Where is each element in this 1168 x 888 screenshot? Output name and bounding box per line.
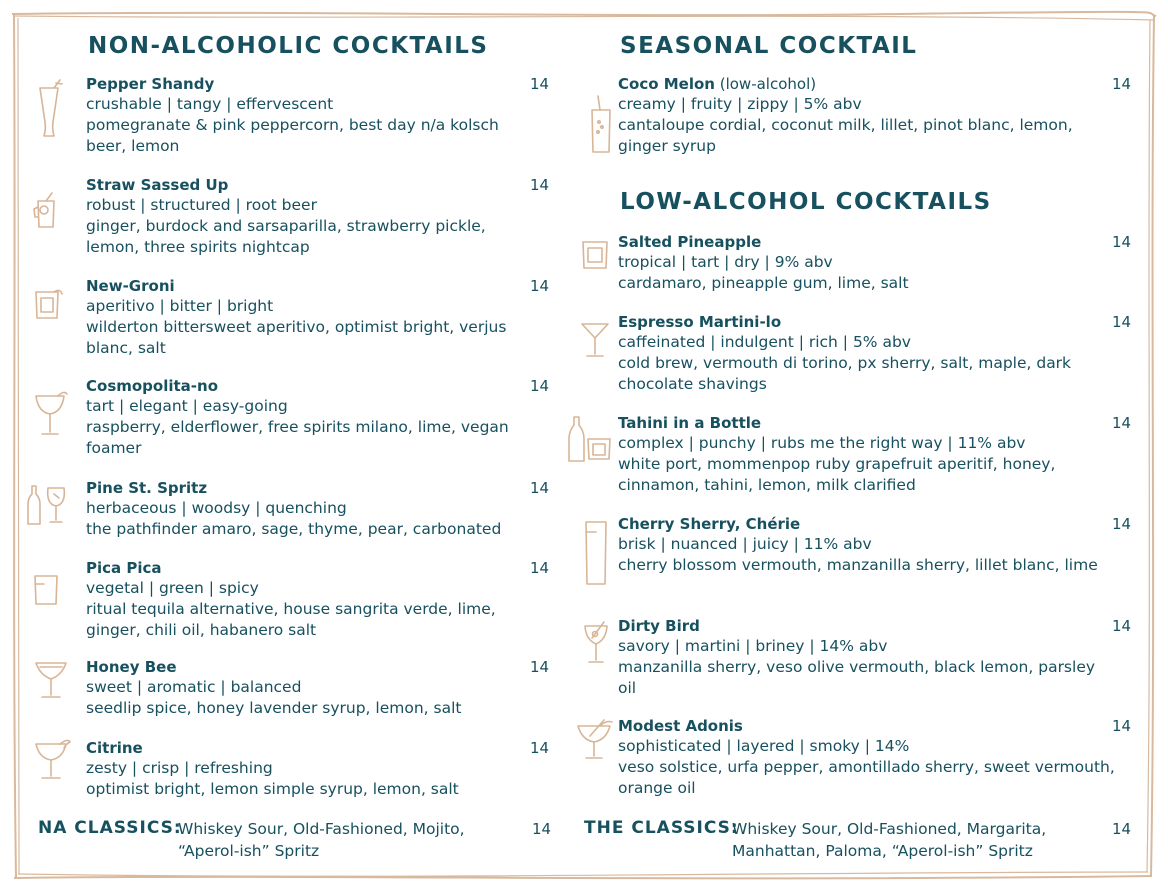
item-name: Tahini in a Bottle: [618, 414, 762, 432]
item-ingredients: ritual tequila alternative, house sangrita verde, lime, ginger, chili oil, habanero salt: [86, 600, 496, 639]
item-name: Espresso Martini-lo: [618, 313, 782, 331]
item-price: 14: [1112, 617, 1132, 635]
item-tags: complex | punchy | rubs me the right way | 11% abv: [618, 434, 1026, 452]
classics-price: 14: [532, 820, 552, 838]
coupe-with-twist-icon: [34, 738, 72, 788]
mug-glass-icon: [32, 191, 60, 235]
item-ingredients: pomegranate & pink peppercorn, best day n/a kolsch beer, lemon: [86, 116, 499, 155]
item-name: Coco Melon (low-alcohol): [618, 75, 817, 93]
classics-price: 14: [1112, 820, 1132, 838]
item-price: 14: [530, 377, 550, 395]
item-tags: creamy | fruity | zippy | 5% abv: [618, 95, 862, 113]
martini-glass-icon: [580, 320, 610, 364]
double-rocks-glass-icon: [580, 238, 610, 276]
item-tags: sophisticated | layered | smoky | 14%: [618, 737, 910, 755]
item-price: 14: [1112, 515, 1132, 533]
item-name: Dirty Bird: [618, 617, 700, 635]
item-name: Salted Pineapple: [618, 233, 762, 251]
na-classics: [38, 817, 558, 865]
item-price: 14: [1112, 717, 1132, 735]
classics-list: Whiskey Sour, Old-Fashioned, Margarita, Manhattan, Paloma, “Aperol-ish” Spritz: [732, 820, 1047, 860]
the-classics: [584, 817, 1156, 865]
section-heading-low-alcohol: LOW-ALCOHOL COCKTAILS: [620, 189, 992, 215]
item-name: Cosmopolita-no: [86, 377, 219, 395]
garnished-coupe-icon: [576, 718, 614, 768]
item-price: 14: [530, 75, 550, 93]
item-tags: aperitivo | bitter | bright: [86, 297, 274, 315]
item-price: 14: [530, 559, 550, 577]
item-tags: tropical | tart | dry | 9% abv: [618, 253, 833, 271]
item-ingredients: wilderton bittersweet aperitivo, optimist bright, verjus blanc, salt: [86, 318, 507, 357]
item-ingredients: cantaloupe cordial, coconut milk, lillet, pinot blanc, lemon, ginger syrup: [618, 116, 1073, 155]
item-ingredients: the pathfinder amaro, sage, thyme, pear, carbonated: [86, 520, 502, 538]
item-price: 14: [530, 479, 550, 497]
coupe-glass-icon: [34, 388, 68, 442]
bottle-and-wine-glass-icon: [26, 484, 70, 530]
item-name: Cherry Sherry, Chérie: [618, 515, 801, 533]
collins-glass-icon: [582, 518, 610, 592]
item-tags: herbaceous | woodsy | quenching: [86, 499, 347, 517]
item-tags: tart | elegant | easy-going: [86, 397, 288, 415]
item-name: New-Groni: [86, 277, 175, 295]
classics-label: NA CLASSICS:: [38, 818, 182, 838]
classics-label: THE CLASSICS:: [584, 818, 739, 838]
item-ingredients: cherry blossom vermouth, manzanilla sherry, lillet blanc, lime: [618, 556, 1098, 574]
item-tags: robust | structured | root beer: [86, 196, 317, 214]
item-ingredients: ginger, burdock and sarsaparilla, strawberry pickle, lemon, three spirits nightcap: [86, 217, 486, 256]
item-ingredients: cold brew, vermouth di torino, px sherry, salt, maple, dark chocolate shavings: [618, 354, 1072, 393]
item-ingredients: optimist bright, lemon simple syrup, lemon, salt: [86, 780, 459, 798]
item-tags: vegetal | green | spicy: [86, 579, 259, 597]
highball-with-straw-icon: [588, 94, 614, 160]
item-ingredients: white port, mommenpop ruby grapefruit aperitif, honey, cinnamon, tahini, lemon, milk clarified: [618, 455, 1056, 494]
item-tags: sweet | aromatic | balanced: [86, 678, 302, 696]
item-price: 14: [530, 658, 550, 676]
item-price: 14: [1112, 313, 1132, 331]
bottle-and-rocks-glass-icon: [566, 415, 616, 467]
item-tags: zesty | crisp | refreshing: [86, 759, 273, 777]
section-heading-seasonal: SEASONAL COCKTAIL: [620, 33, 918, 59]
classics-list: Whiskey Sour, Old-Fashioned, Mojito, “Aperol-ish” Spritz: [178, 820, 465, 860]
item-name: Pepper Shandy: [86, 75, 215, 93]
item-name: Modest Adonis: [618, 717, 743, 735]
item-name: Citrine: [86, 739, 143, 757]
item-name: Honey Bee: [86, 658, 177, 676]
tumbler-glass-icon: [32, 572, 60, 612]
section-heading-non-alcoholic: NON-ALCOHOLIC COCKTAILS: [88, 33, 489, 59]
item-ingredients: cardamaro, pineapple gum, lime, salt: [618, 274, 909, 292]
item-price: 14: [1112, 75, 1132, 93]
item-price: 14: [530, 277, 550, 295]
item-name: Straw Sassed Up: [86, 176, 229, 194]
item-name: Pica Pica: [86, 559, 162, 577]
olive-martini-glass-icon: [582, 620, 610, 670]
item-price: 14: [1112, 233, 1132, 251]
item-name: Pine St. Spritz: [86, 479, 208, 497]
item-tags: savory | martini | briney | 14% abv: [618, 637, 888, 655]
item-price: 14: [1112, 414, 1132, 432]
item-tags: caffeinated | indulgent | rich | 5% abv: [618, 333, 911, 351]
nick-and-nora-glass-icon: [34, 659, 68, 707]
item-tags: crushable | tangy | effervescent: [86, 95, 334, 113]
item-ingredients: seedlip spice, honey lavender syrup, lemon, salt: [86, 699, 462, 717]
item-price: 14: [530, 176, 550, 194]
rocks-glass-icon: [32, 286, 64, 326]
item-tags: brisk | nuanced | juicy | 11% abv: [618, 535, 872, 553]
item-price: 14: [530, 739, 550, 757]
item-ingredients: veso solstice, urfa pepper, amontillado sherry, sweet vermouth, orange oil: [618, 758, 1115, 797]
pilsner-glass-icon: [34, 78, 64, 144]
item-ingredients: raspberry, elderflower, free spirits milano, lime, vegan foamer: [86, 418, 509, 457]
item-ingredients: manzanilla sherry, veso olive vermouth, black lemon, parsley oil: [618, 658, 1096, 697]
